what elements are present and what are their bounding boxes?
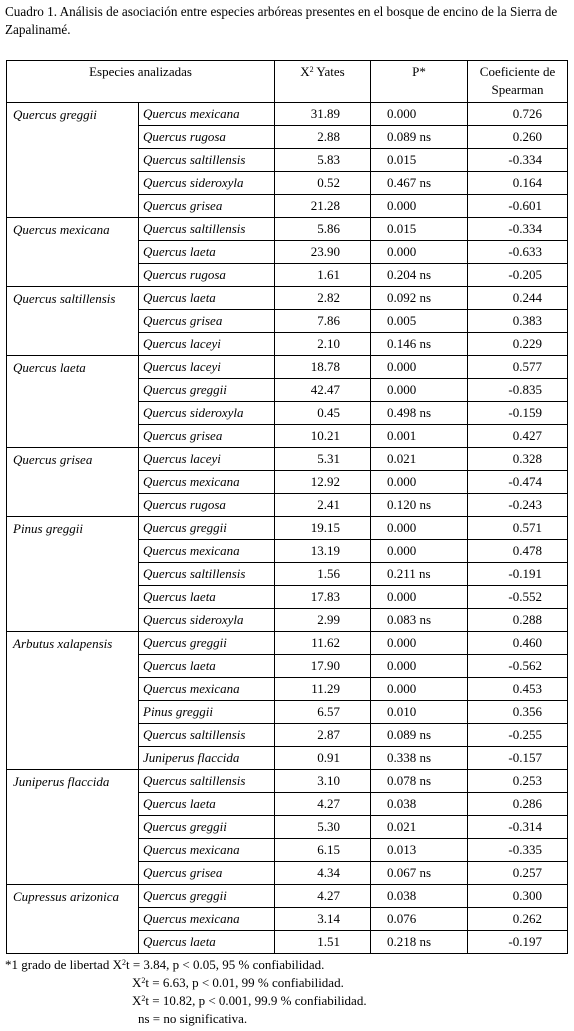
paired-species: Quercus laeta (139, 931, 275, 954)
analyzed-species: Arbutus xalapensis (7, 632, 139, 770)
chi2-value: 6.15 (275, 839, 371, 862)
paired-species: Quercus grisea (139, 310, 275, 333)
analyzed-species: Cupressus arizonica (7, 885, 139, 954)
p-value-text: 0.092 ns (387, 290, 432, 305)
chi2-value: 17.90 (275, 655, 371, 678)
p-value-text: 0.000 (387, 635, 417, 650)
p-value-text: 0.076 (387, 911, 417, 926)
footnote-rest: t = 10.82, p < 0.001, 99.9 % confiabilidad. (145, 993, 367, 1008)
spearman-value: 0.726 (468, 103, 568, 126)
spearman-value: 0.577 (468, 356, 568, 379)
p-value-text: 0.005 (387, 313, 417, 328)
chi2-value: 0.45 (275, 402, 371, 425)
p-value (371, 632, 468, 655)
p-value (371, 103, 468, 126)
p-value (371, 908, 468, 931)
p-value (371, 678, 468, 701)
p-value-text: 0.120 ns (387, 497, 432, 512)
chi2-value: 5.86 (275, 218, 371, 241)
spearman-value: 0.356 (468, 701, 568, 724)
footnote-sup: 2 (141, 994, 146, 1003)
chi2-value: 42.47 (275, 379, 371, 402)
footnote-line (5, 1010, 367, 1028)
paired-species: Quercus sideroxyla (139, 172, 275, 195)
header-spearman-line2: Spearman (491, 82, 544, 97)
p-value (371, 310, 468, 333)
chi2-value: 2.87 (275, 724, 371, 747)
footnote-rest: t = 3.84, p < 0.05, 95 % confiabilidad. (125, 957, 325, 972)
p-value-text: 0.000 (387, 658, 417, 673)
spearman-value: 0.383 (468, 310, 568, 333)
spearman-value: -0.159 (468, 402, 568, 425)
spearman-value: -0.243 (468, 494, 568, 517)
spearman-value: -0.601 (468, 195, 568, 218)
spearman-value: 0.286 (468, 793, 568, 816)
p-value (371, 471, 468, 494)
paired-species: Quercus laceyi (139, 448, 275, 471)
chi2-value: 5.83 (275, 149, 371, 172)
paired-species: Quercus laceyi (139, 356, 275, 379)
p-value (371, 149, 468, 172)
p-value-text: 0.000 (387, 681, 417, 696)
p-value-text: 0.000 (387, 474, 417, 489)
p-value (371, 563, 468, 586)
chi2-value: 18.78 (275, 356, 371, 379)
spearman-value: -0.334 (468, 218, 568, 241)
spearman-value: -0.835 (468, 379, 568, 402)
p-value (371, 793, 468, 816)
p-value-text: 0.013 (387, 842, 417, 857)
paired-species: Quercus rugosa (139, 494, 275, 517)
chi2-value: 5.31 (275, 448, 371, 471)
p-value (371, 425, 468, 448)
header-chi2-sup: 2 (309, 65, 314, 74)
p-value-text: 0.000 (387, 359, 417, 374)
paired-species: Quercus laceyi (139, 333, 275, 356)
p-value-text: 0.083 ns (387, 612, 432, 627)
header-chi2-base: X (300, 64, 310, 79)
header-chi2 (275, 61, 371, 103)
p-value-text: 0.000 (387, 543, 417, 558)
paired-species: Quercus saltillensis (139, 563, 275, 586)
paired-species: Quercus mexicana (139, 540, 275, 563)
p-value-text: 0.146 ns (387, 336, 432, 351)
header-species: Especies analizadas (7, 61, 275, 103)
paired-species: Quercus mexicana (139, 839, 275, 862)
chi2-value: 3.14 (275, 908, 371, 931)
spearman-value: 0.453 (468, 678, 568, 701)
paired-species: Quercus mexicana (139, 908, 275, 931)
header-p: P* (371, 61, 468, 103)
spearman-value: -0.335 (468, 839, 568, 862)
paired-species: Quercus greggii (139, 885, 275, 908)
spearman-value: 0.571 (468, 517, 568, 540)
chi2-value: 6.57 (275, 701, 371, 724)
p-value (371, 379, 468, 402)
footnote-line (5, 974, 367, 992)
table-row (7, 770, 568, 793)
chi2-value: 2.99 (275, 609, 371, 632)
header-row (7, 61, 568, 103)
spearman-value: 0.328 (468, 448, 568, 471)
spearman-value: -0.552 (468, 586, 568, 609)
p-value-text: 0.000 (387, 382, 417, 397)
chi2-value: 12.92 (275, 471, 371, 494)
analyzed-species: Quercus mexicana (7, 218, 139, 287)
paired-species: Quercus saltillensis (139, 724, 275, 747)
footnote-rest: ns = no significativa. (138, 1011, 248, 1026)
header-spearman-line1: Coeficiente de (479, 64, 556, 79)
table-row (7, 356, 568, 379)
p-value (371, 609, 468, 632)
p-value (371, 333, 468, 356)
spearman-value: -0.197 (468, 931, 568, 954)
p-value-text: 0.038 (387, 888, 417, 903)
footnote-base: X (112, 957, 122, 972)
spearman-value: 0.460 (468, 632, 568, 655)
header-chi2-rest: Yates (313, 64, 345, 79)
paired-species: Quercus laeta (139, 287, 275, 310)
analyzed-species: Quercus laeta (7, 356, 139, 448)
p-value (371, 218, 468, 241)
footnote-prefix: *1 grado de libertad (5, 957, 113, 972)
p-value (371, 655, 468, 678)
p-value (371, 931, 468, 954)
spearman-value: 0.260 (468, 126, 568, 149)
chi2-value: 2.88 (275, 126, 371, 149)
p-value (371, 195, 468, 218)
chi2-value: 0.52 (275, 172, 371, 195)
chi2-value: 2.10 (275, 333, 371, 356)
paired-species: Quercus mexicana (139, 678, 275, 701)
p-value (371, 839, 468, 862)
chi2-value: 4.27 (275, 885, 371, 908)
chi2-value: 1.56 (275, 563, 371, 586)
p-value-text: 0.015 (387, 152, 417, 167)
analyzed-species: Pinus greggii (7, 517, 139, 632)
p-value (371, 724, 468, 747)
paired-species: Quercus laeta (139, 586, 275, 609)
paired-species: Quercus laeta (139, 241, 275, 264)
spearman-value: 0.262 (468, 908, 568, 931)
paired-species: Pinus greggii (139, 701, 275, 724)
footnote-base: X (132, 993, 142, 1008)
analyzed-species: Quercus saltillensis (7, 287, 139, 356)
paired-species: Quercus mexicana (139, 471, 275, 494)
p-value-text: 0.000 (387, 106, 417, 121)
p-value (371, 241, 468, 264)
paired-species: Quercus laeta (139, 793, 275, 816)
p-value (371, 264, 468, 287)
table-row (7, 885, 568, 908)
spearman-value: -0.191 (468, 563, 568, 586)
p-value-text: 0.338 ns (387, 750, 432, 765)
p-value (371, 885, 468, 908)
paired-species: Quercus mexicana (139, 103, 275, 126)
chi2-value: 1.51 (275, 931, 371, 954)
paired-species: Quercus rugosa (139, 264, 275, 287)
p-value-text: 0.001 (387, 428, 417, 443)
header-spearman (468, 61, 568, 103)
footnote-sup: 2 (141, 976, 146, 985)
spearman-value: -0.562 (468, 655, 568, 678)
p-value-text: 0.010 (387, 704, 417, 719)
chi2-value: 2.82 (275, 287, 371, 310)
paired-species: Quercus saltillensis (139, 149, 275, 172)
p-value-text: 0.067 ns (387, 865, 432, 880)
p-value-text: 0.218 ns (387, 934, 432, 949)
spearman-value: -0.314 (468, 816, 568, 839)
p-value (371, 701, 468, 724)
association-table (6, 60, 568, 954)
spearman-value: -0.334 (468, 149, 568, 172)
p-value (371, 747, 468, 770)
p-value-text: 0.204 ns (387, 267, 432, 282)
footnote-base: X (132, 975, 142, 990)
chi2-value: 21.28 (275, 195, 371, 218)
spearman-value: 0.300 (468, 885, 568, 908)
analyzed-species: Quercus greggii (7, 103, 139, 218)
p-value (371, 172, 468, 195)
chi2-value: 11.62 (275, 632, 371, 655)
chi2-value: 31.89 (275, 103, 371, 126)
paired-species: Juniperus flaccida (139, 747, 275, 770)
table-body (7, 103, 568, 954)
p-value (371, 126, 468, 149)
p-value (371, 494, 468, 517)
paired-species: Quercus saltillensis (139, 218, 275, 241)
p-value-text: 0.211 ns (387, 566, 431, 581)
p-value-text: 0.000 (387, 198, 417, 213)
spearman-value: -0.474 (468, 471, 568, 494)
chi2-value: 13.19 (275, 540, 371, 563)
spearman-value: 0.164 (468, 172, 568, 195)
analyzed-species: Quercus grisea (7, 448, 139, 517)
table-row (7, 218, 568, 241)
paired-species: Quercus saltillensis (139, 770, 275, 793)
spearman-value: 0.253 (468, 770, 568, 793)
chi2-value: 17.83 (275, 586, 371, 609)
p-value-text: 0.021 (387, 451, 417, 466)
p-value (371, 448, 468, 471)
footnote-rest: t = 6.63, p < 0.01, 99 % confiabilidad. (145, 975, 344, 990)
p-value (371, 402, 468, 425)
chi2-value: 4.27 (275, 793, 371, 816)
table-row (7, 632, 568, 655)
paired-species: Quercus sideroxyla (139, 609, 275, 632)
spearman-value: 0.229 (468, 333, 568, 356)
p-value-text: 0.467 ns (387, 175, 432, 190)
spearman-value: -0.633 (468, 241, 568, 264)
chi2-value: 11.29 (275, 678, 371, 701)
table-row (7, 287, 568, 310)
analyzed-species: Juniperus flaccida (7, 770, 139, 885)
table-caption: Cuadro 1. Análisis de asociación entre especies arbóreas presentes en el bosque de encino de la Sierra de Zapalinamé. (5, 4, 558, 37)
chi2-value: 1.61 (275, 264, 371, 287)
chi2-value: 5.30 (275, 816, 371, 839)
p-value (371, 770, 468, 793)
p-value (371, 356, 468, 379)
spearman-value: -0.157 (468, 747, 568, 770)
spearman-value: 0.478 (468, 540, 568, 563)
paired-species: Quercus grisea (139, 862, 275, 885)
p-value (371, 862, 468, 885)
footnote-sup: 2 (121, 958, 126, 967)
p-value-text: 0.078 ns (387, 773, 432, 788)
chi2-value: 19.15 (275, 517, 371, 540)
table-row (7, 517, 568, 540)
paired-species: Quercus grisea (139, 195, 275, 218)
p-value-text: 0.089 ns (387, 727, 432, 742)
spearman-value: 0.257 (468, 862, 568, 885)
spearman-value: 0.288 (468, 609, 568, 632)
p-value-text: 0.498 ns (387, 405, 432, 420)
paired-species: Quercus greggii (139, 517, 275, 540)
p-value-text: 0.000 (387, 589, 417, 604)
p-value-text: 0.000 (387, 244, 417, 259)
paired-species: Quercus sideroxyla (139, 402, 275, 425)
footnote-line (5, 956, 367, 974)
p-value (371, 540, 468, 563)
spearman-value: 0.427 (468, 425, 568, 448)
p-value-text: 0.038 (387, 796, 417, 811)
spearman-value: 0.244 (468, 287, 568, 310)
chi2-value: 23.90 (275, 241, 371, 264)
paired-species: Quercus rugosa (139, 126, 275, 149)
spearman-value: -0.255 (468, 724, 568, 747)
chi2-value: 10.21 (275, 425, 371, 448)
table-row (7, 103, 568, 126)
p-value-text: 0.015 (387, 221, 417, 236)
paired-species: Quercus grisea (139, 425, 275, 448)
p-value-text: 0.089 ns (387, 129, 432, 144)
spearman-value: -0.205 (468, 264, 568, 287)
p-value-text: 0.000 (387, 520, 417, 535)
table-row (7, 448, 568, 471)
paired-species: Quercus greggii (139, 632, 275, 655)
p-value-text: 0.021 (387, 819, 417, 834)
chi2-value: 2.41 (275, 494, 371, 517)
p-value (371, 586, 468, 609)
paired-species: Quercus greggii (139, 816, 275, 839)
paired-species: Quercus greggii (139, 379, 275, 402)
footnotes (5, 956, 367, 1028)
footnote-line (5, 992, 367, 1010)
p-value (371, 816, 468, 839)
chi2-value: 7.86 (275, 310, 371, 333)
paired-species: Quercus laeta (139, 655, 275, 678)
chi2-value: 4.34 (275, 862, 371, 885)
chi2-value: 3.10 (275, 770, 371, 793)
chi2-value: 0.91 (275, 747, 371, 770)
p-value (371, 517, 468, 540)
p-value (371, 287, 468, 310)
